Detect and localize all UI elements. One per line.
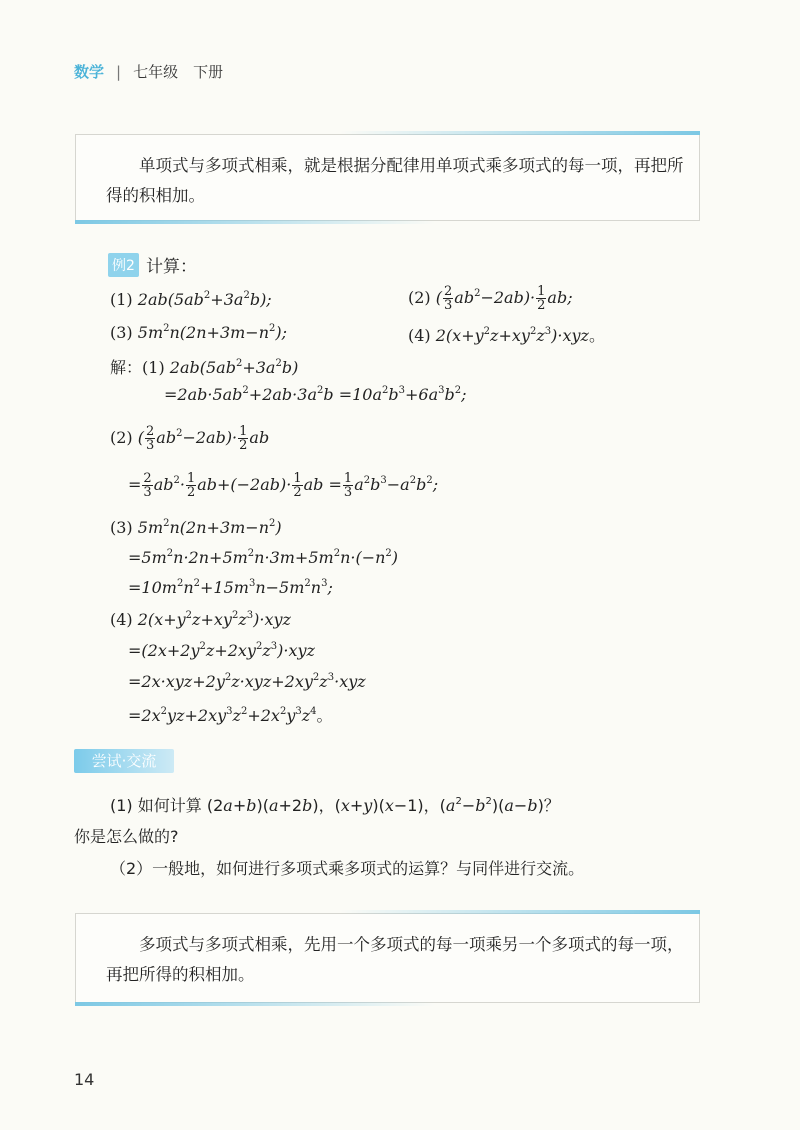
box-accent-bottom [75, 1002, 435, 1006]
problem-1: (1) $2ab(5ab^2+3a^2b)$; [110, 290, 272, 309]
solution-4-line-2: $=(2x+2y^2z+2xy^2z^3)\cdot xyz$ [128, 641, 315, 660]
box-accent-top [340, 131, 700, 135]
problem-4: (4) $2(x+y^2z+xy^2z^3)\cdot xyz$。 [408, 326, 605, 345]
solution-2-line-1: (2) ( $\frac{2}{3}$ $ab^2-2ab)\cdot$ $\frac{1}{2}$ ab [110, 424, 270, 453]
solution-2-line-2: = $\frac{2}{3}$ $ab^2\cdot$ $\frac{1}{2}$ ab+(−2ab)· $\frac{1}{2}$ ab = $\frac{1}{3}$ $a^2b^3-a^2b^2$; [128, 471, 439, 500]
solution-4-line-3: $=2x\cdot xyz+2y^2z\cdot xyz+2xy^2z^3\cdot xyz$ [128, 672, 366, 691]
page-number: 14 [74, 1070, 95, 1089]
box-accent-bottom [75, 220, 435, 224]
rule-box-polynomial [75, 913, 700, 1003]
rule-box-monomial [75, 134, 700, 221]
solution-4-line-1: (4) $2(x+y^2z+xy^2z^3)\cdot xyz$ [110, 610, 291, 629]
rule-text-monomial: 单项式与多项式相乘，就是根据分配律用单项式乘多项式的每一项，再把所得的积相加。 [106, 156, 684, 205]
solution-3-line-2: $=5m^2n\cdot 2n+5m^2n\cdot 3m+5m^2n\cdot(-n^2)$ [128, 548, 399, 567]
solution-label: 解： [110, 358, 143, 377]
try-question-1-cont: 你是怎么做的? [74, 827, 179, 846]
grade-label: 七年级 下册 [133, 63, 224, 81]
box-accent-top [340, 910, 700, 914]
header-separator: | [116, 63, 122, 81]
solution-1-line-2: $=2ab\cdot 5ab^2+2ab\cdot 3a^2b =10a^2b^3+6a^3b^2$; [164, 385, 467, 404]
problem-3: (3) $5m^2n(2n+3m-n^2)$; [110, 323, 288, 342]
try-discuss-tag: 尝试·交流 [74, 749, 174, 773]
problem-2: (2) ( $\frac{2}{3}$ $ab^2-2ab)\cdot$ $\frac{1}{2}$ ab; [408, 284, 573, 313]
solution-4-line-4: $=2x^2yz+2xy^3z^2+2x^2y^3z^4$。 [128, 706, 333, 725]
solution-1-line-1: 解：(1) $2ab(5ab^2+3a^2b)$ [110, 358, 299, 377]
example-tag: 例2 [108, 253, 139, 277]
solution-3-line-3: $=10m^2n^2+15m^3n-5m^2n^3$; [128, 578, 333, 597]
subject-label: 数学 [74, 63, 105, 81]
rule-text-polynomial: 多项式与多项式相乘，先用一个多项式的每一项乘另一个多项式的每一项，再把所得的积相加。 [106, 935, 684, 984]
try-question-1: (1) 如何计算 (2a+b)(a+2b)，(x+y)(x−1)，$(a^2-b^2)(a-b)$？ [110, 796, 560, 815]
solution-3-line-1: (3) $5m^2n(2n+3m-n^2)$ [110, 518, 282, 537]
example-title: 计算： [146, 257, 197, 277]
page-header [74, 61, 223, 82]
try-question-2: （2）一般地，如何进行多项式乘多项式的运算？与同伴进行交流。 [110, 859, 585, 878]
